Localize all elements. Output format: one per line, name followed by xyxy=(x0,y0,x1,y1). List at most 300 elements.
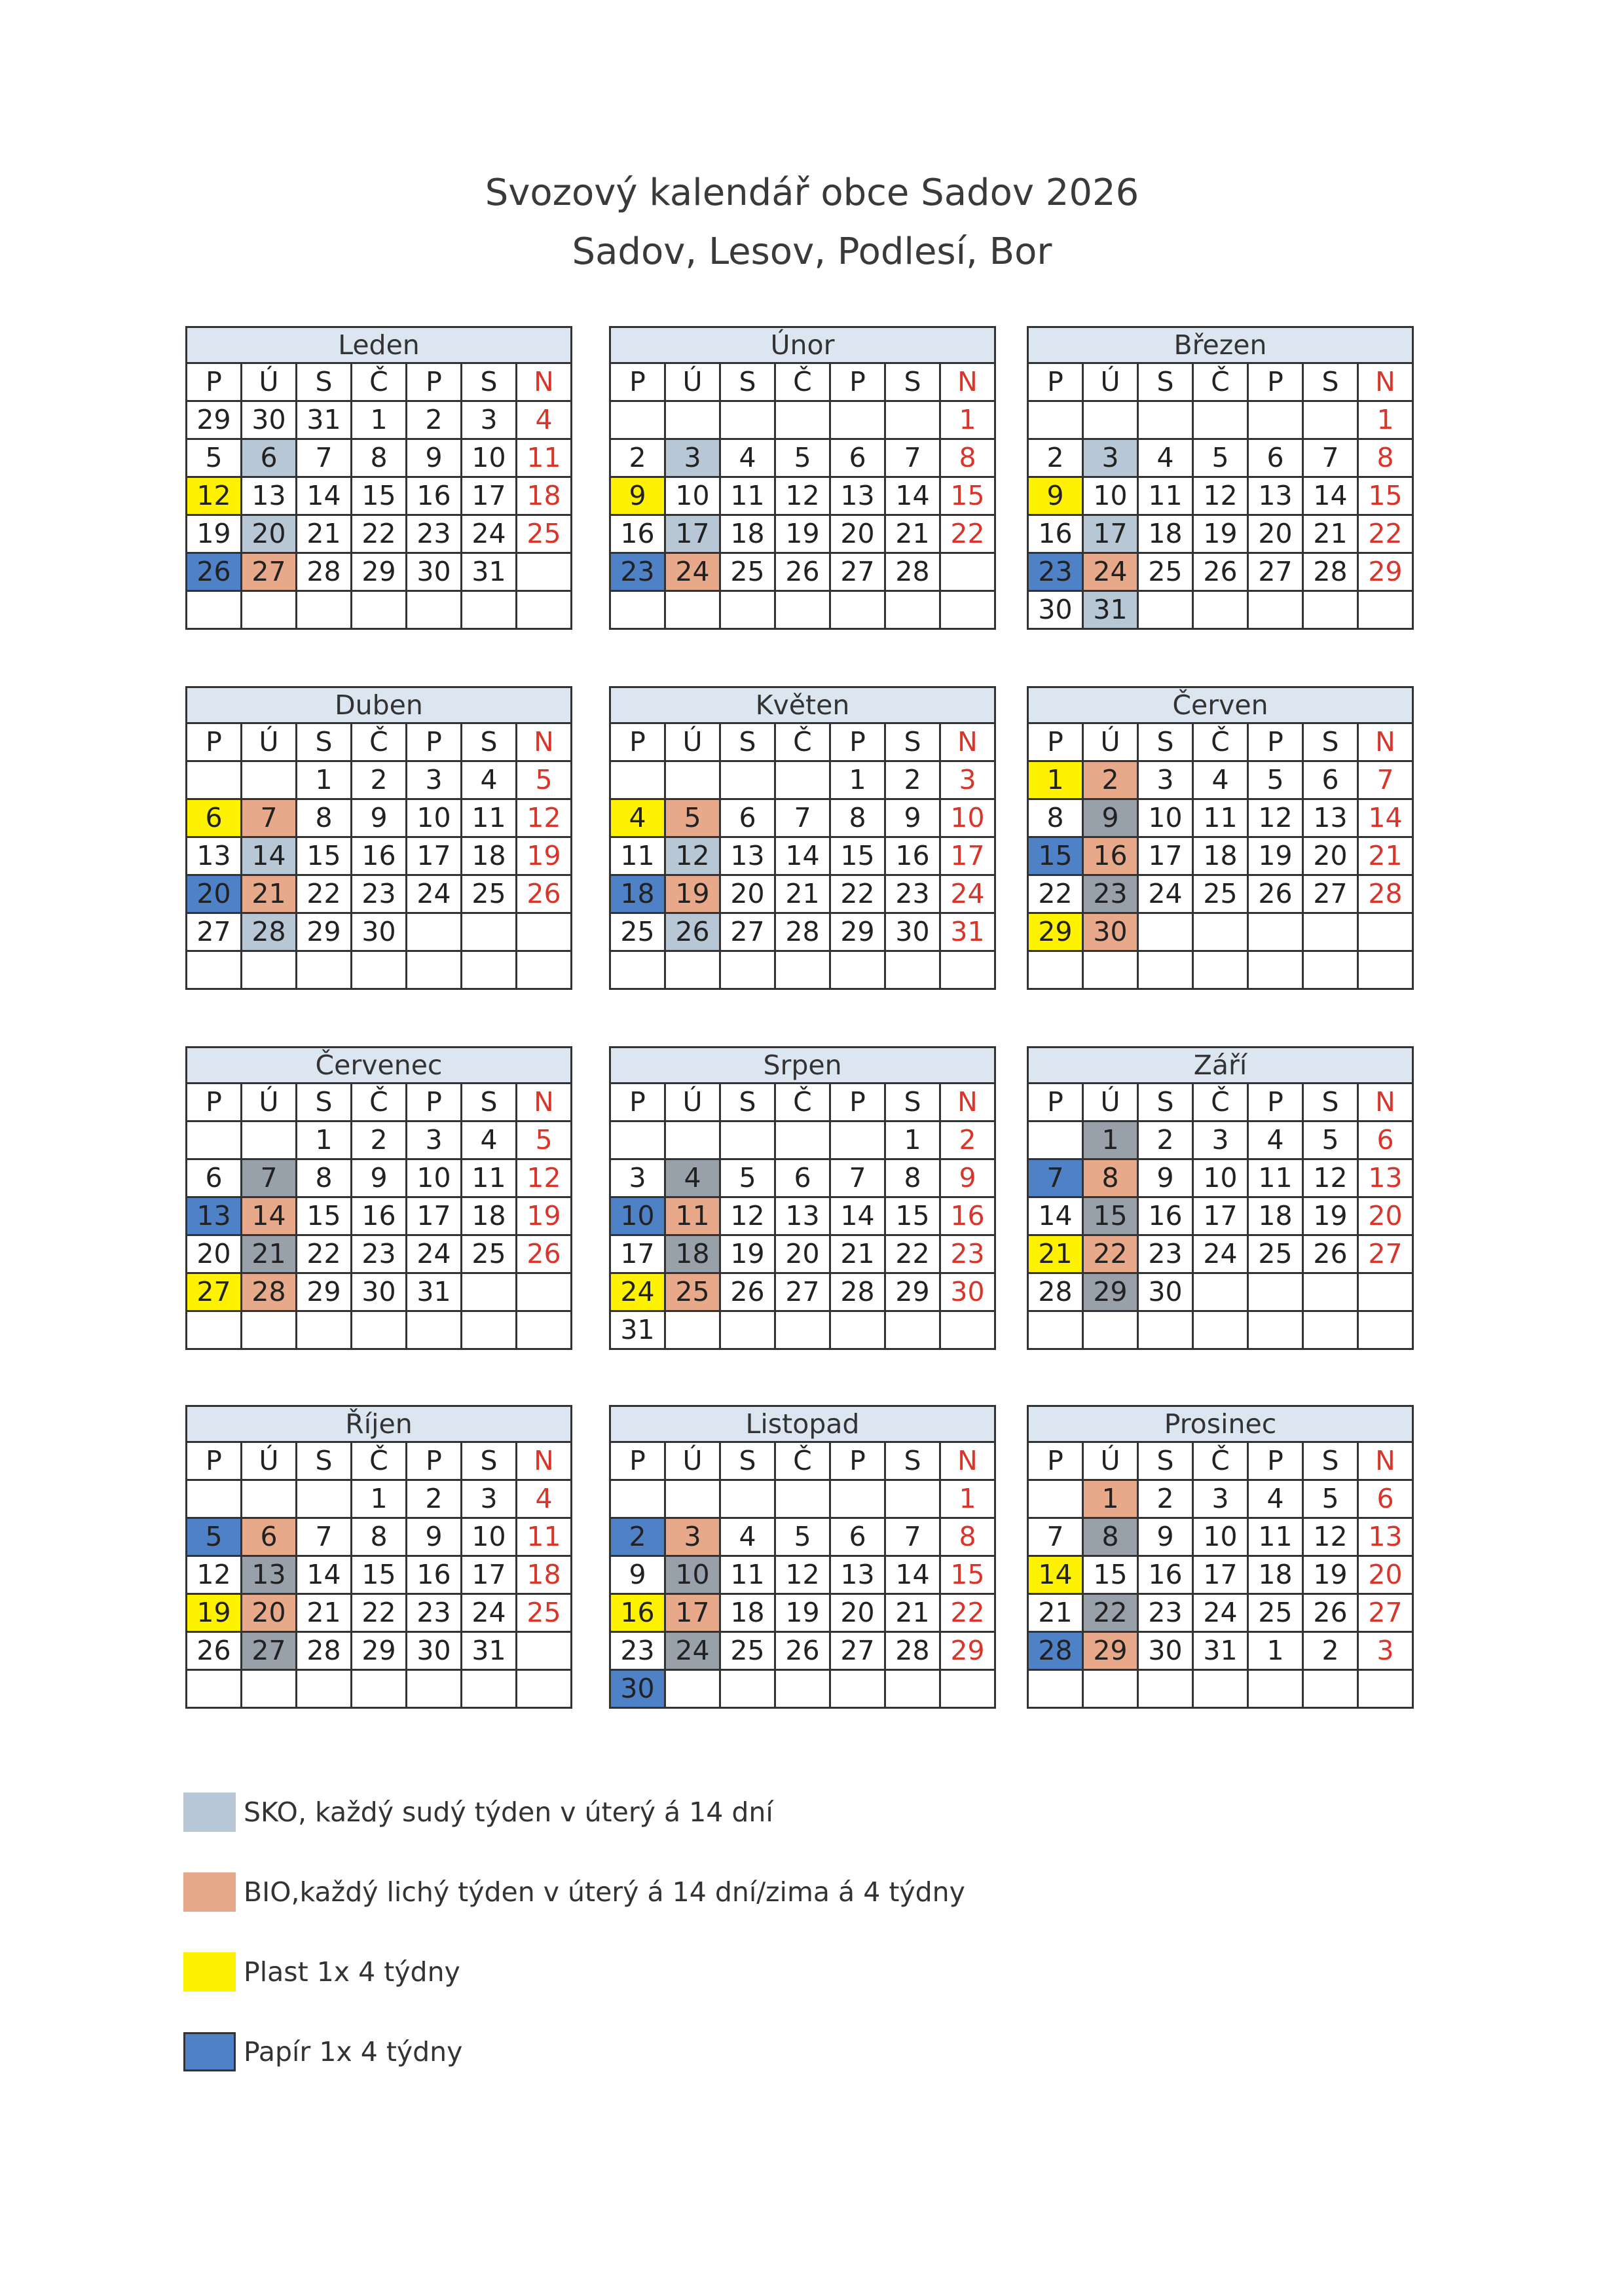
day-cell: 13 xyxy=(1303,799,1358,837)
day-cell: 31 xyxy=(940,913,995,951)
day-cell: 25 xyxy=(462,1235,517,1273)
day-cell: 16 xyxy=(1138,1556,1193,1594)
day-cell: 16 xyxy=(610,515,665,553)
weekday-header: Č xyxy=(352,1084,407,1121)
day-cell: 9 xyxy=(407,1518,462,1556)
day-cell xyxy=(885,401,940,439)
day-cell xyxy=(610,1121,665,1159)
day-cell: 26 xyxy=(775,553,830,591)
day-cell xyxy=(1028,401,1083,439)
day-cell: 4 xyxy=(665,1159,720,1197)
day-cell: 22 xyxy=(1358,515,1413,553)
day-cell: 4 xyxy=(720,439,775,477)
day-cell: 18 xyxy=(720,1594,775,1632)
day-cell: 19 xyxy=(187,515,242,553)
day-cell: 29 xyxy=(1358,553,1413,591)
day-cell: 26 xyxy=(187,1632,242,1670)
day-cell: 28 xyxy=(242,1273,297,1311)
day-cell: 12 xyxy=(1248,799,1303,837)
day-cell xyxy=(1248,913,1303,951)
day-cell: 15 xyxy=(352,477,407,515)
month-name: Srpen xyxy=(610,1048,995,1084)
day-cell: 22 xyxy=(297,1235,352,1273)
day-cell xyxy=(775,951,830,989)
day-cell xyxy=(720,1670,775,1708)
month-name: Červenec xyxy=(187,1048,572,1084)
day-cell: 15 xyxy=(1358,477,1413,515)
day-cell: 21 xyxy=(775,875,830,913)
day-cell: 10 xyxy=(462,439,517,477)
day-cell: 27 xyxy=(1358,1235,1413,1273)
day-cell xyxy=(610,401,665,439)
day-cell: 14 xyxy=(1028,1556,1083,1594)
day-cell: 23 xyxy=(1138,1235,1193,1273)
day-cell xyxy=(1083,951,1138,989)
weekday-header: N xyxy=(1358,363,1413,401)
day-cell: 13 xyxy=(720,837,775,875)
day-cell: 1 xyxy=(1358,401,1413,439)
legend-swatch-sko xyxy=(183,1793,236,1832)
day-cell: 2 xyxy=(352,1121,407,1159)
day-cell xyxy=(940,591,995,629)
month-name: Září xyxy=(1028,1048,1413,1084)
day-cell: 21 xyxy=(885,1594,940,1632)
day-cell: 14 xyxy=(242,837,297,875)
day-cell: 10 xyxy=(1138,799,1193,837)
weekday-header: Č xyxy=(352,363,407,401)
weekday-header: N xyxy=(1358,1084,1413,1121)
weekday-header: Ú xyxy=(1083,363,1138,401)
weekday-header: Ú xyxy=(665,723,720,761)
day-cell: 10 xyxy=(665,477,720,515)
day-cell: 1 xyxy=(1083,1480,1138,1518)
day-cell: 19 xyxy=(1248,837,1303,875)
month-calendar xyxy=(609,1046,996,1350)
day-cell xyxy=(187,1670,242,1708)
day-cell xyxy=(517,1311,572,1349)
day-cell: 16 xyxy=(885,837,940,875)
day-cell: 24 xyxy=(462,1594,517,1632)
day-cell: 17 xyxy=(462,1556,517,1594)
weekday-header: Č xyxy=(352,1442,407,1480)
day-cell xyxy=(462,913,517,951)
day-cell xyxy=(1193,951,1248,989)
day-cell: 12 xyxy=(1193,477,1248,515)
day-cell xyxy=(1083,401,1138,439)
day-cell xyxy=(610,1480,665,1518)
day-cell xyxy=(297,1311,352,1349)
day-cell: 12 xyxy=(775,1556,830,1594)
weekday-header: Ú xyxy=(242,1442,297,1480)
legend-label-papir: Papír 1x 4 týdny xyxy=(244,2036,463,2068)
day-cell: 22 xyxy=(940,515,995,553)
day-cell: 29 xyxy=(1083,1273,1138,1311)
day-cell xyxy=(1193,1670,1248,1708)
day-cell xyxy=(885,591,940,629)
day-cell: 15 xyxy=(297,1197,352,1235)
day-cell: 7 xyxy=(242,1159,297,1197)
weekday-header: N xyxy=(1358,723,1413,761)
day-cell: 1 xyxy=(352,401,407,439)
day-cell: 24 xyxy=(940,875,995,913)
day-cell xyxy=(1358,951,1413,989)
day-cell xyxy=(720,591,775,629)
day-cell xyxy=(940,951,995,989)
day-cell xyxy=(665,761,720,799)
day-cell: 24 xyxy=(407,1235,462,1273)
day-cell: 10 xyxy=(940,799,995,837)
day-cell: 8 xyxy=(1083,1518,1138,1556)
day-cell: 16 xyxy=(1028,515,1083,553)
day-cell: 14 xyxy=(775,837,830,875)
month-calendar xyxy=(185,1046,572,1350)
day-cell xyxy=(665,1670,720,1708)
day-cell: 13 xyxy=(187,837,242,875)
day-cell xyxy=(297,1670,352,1708)
day-cell xyxy=(517,553,572,591)
day-cell: 20 xyxy=(242,515,297,553)
day-cell xyxy=(352,1670,407,1708)
day-cell xyxy=(297,591,352,629)
day-cell xyxy=(775,1480,830,1518)
day-cell xyxy=(242,1670,297,1708)
day-cell xyxy=(775,401,830,439)
day-cell xyxy=(1303,951,1358,989)
weekday-header: P xyxy=(1028,1442,1083,1480)
legend-swatch-plast xyxy=(183,1952,236,1992)
day-cell xyxy=(462,1273,517,1311)
day-cell: 19 xyxy=(720,1235,775,1273)
day-cell: 12 xyxy=(720,1197,775,1235)
day-cell: 26 xyxy=(517,875,572,913)
day-cell: 29 xyxy=(1083,1632,1138,1670)
day-cell: 15 xyxy=(1083,1197,1138,1235)
day-cell: 30 xyxy=(940,1273,995,1311)
day-cell: 14 xyxy=(1303,477,1358,515)
weekday-header: Ú xyxy=(242,723,297,761)
day-cell: 25 xyxy=(1248,1235,1303,1273)
day-cell: 19 xyxy=(1303,1556,1358,1594)
day-cell: 4 xyxy=(1248,1480,1303,1518)
day-cell: 24 xyxy=(462,515,517,553)
day-cell: 15 xyxy=(1028,837,1083,875)
day-cell: 3 xyxy=(665,439,720,477)
day-cell: 26 xyxy=(1193,553,1248,591)
day-cell: 3 xyxy=(462,1480,517,1518)
day-cell: 27 xyxy=(1358,1594,1413,1632)
day-cell xyxy=(407,913,462,951)
day-cell xyxy=(297,1480,352,1518)
day-cell: 27 xyxy=(830,1632,885,1670)
weekday-header: S xyxy=(297,1442,352,1480)
day-cell: 3 xyxy=(665,1518,720,1556)
weekday-header: S xyxy=(885,1084,940,1121)
day-cell: 26 xyxy=(517,1235,572,1273)
day-cell: 26 xyxy=(665,913,720,951)
day-cell xyxy=(187,1311,242,1349)
day-cell: 29 xyxy=(297,913,352,951)
day-cell: 29 xyxy=(885,1273,940,1311)
day-cell xyxy=(1358,1311,1413,1349)
day-cell: 7 xyxy=(297,1518,352,1556)
weekday-header: N xyxy=(517,363,572,401)
day-cell: 23 xyxy=(407,515,462,553)
day-cell: 17 xyxy=(462,477,517,515)
weekday-header: S xyxy=(462,363,517,401)
day-cell: 5 xyxy=(775,1518,830,1556)
day-cell: 7 xyxy=(830,1159,885,1197)
day-cell: 11 xyxy=(1248,1518,1303,1556)
day-cell: 31 xyxy=(407,1273,462,1311)
day-cell: 20 xyxy=(187,1235,242,1273)
weekday-header: Ú xyxy=(665,1442,720,1480)
day-cell: 28 xyxy=(830,1273,885,1311)
weekday-header: P xyxy=(407,1442,462,1480)
day-cell: 5 xyxy=(1193,439,1248,477)
day-cell: 18 xyxy=(1193,837,1248,875)
day-cell xyxy=(830,951,885,989)
day-cell: 8 xyxy=(1358,439,1413,477)
day-cell xyxy=(940,1311,995,1349)
legend-item-bio xyxy=(183,1872,965,1912)
day-cell: 9 xyxy=(1138,1159,1193,1197)
day-cell: 30 xyxy=(352,913,407,951)
legend-swatch-bio xyxy=(183,1872,236,1912)
weekday-header: S xyxy=(1138,1442,1193,1480)
weekday-header: P xyxy=(610,723,665,761)
day-cell: 11 xyxy=(610,837,665,875)
day-cell: 18 xyxy=(1248,1197,1303,1235)
day-cell: 30 xyxy=(1083,913,1138,951)
day-cell: 14 xyxy=(885,1556,940,1594)
day-cell xyxy=(1303,913,1358,951)
day-cell: 17 xyxy=(665,1594,720,1632)
day-cell: 18 xyxy=(517,477,572,515)
day-cell xyxy=(1028,1670,1083,1708)
day-cell xyxy=(1248,591,1303,629)
day-cell: 28 xyxy=(1303,553,1358,591)
day-cell: 27 xyxy=(720,913,775,951)
day-cell: 13 xyxy=(830,1556,885,1594)
day-cell: 21 xyxy=(1358,837,1413,875)
day-cell: 26 xyxy=(1303,1235,1358,1273)
day-cell: 4 xyxy=(1193,761,1248,799)
weekday-header: S xyxy=(297,363,352,401)
day-cell: 2 xyxy=(407,401,462,439)
day-cell: 8 xyxy=(940,439,995,477)
day-cell: 11 xyxy=(665,1197,720,1235)
day-cell: 6 xyxy=(187,799,242,837)
day-cell: 23 xyxy=(610,553,665,591)
day-cell: 3 xyxy=(1083,439,1138,477)
day-cell: 18 xyxy=(462,1197,517,1235)
month-name: Prosinec xyxy=(1028,1406,1413,1442)
day-cell: 19 xyxy=(517,837,572,875)
day-cell xyxy=(517,591,572,629)
day-cell: 7 xyxy=(885,439,940,477)
day-cell: 31 xyxy=(1193,1632,1248,1670)
day-cell xyxy=(1193,913,1248,951)
day-cell: 28 xyxy=(775,913,830,951)
day-cell: 8 xyxy=(352,439,407,477)
month-calendar xyxy=(1027,1046,1414,1350)
day-cell xyxy=(1248,951,1303,989)
day-cell: 18 xyxy=(1248,1556,1303,1594)
month-calendar xyxy=(609,686,996,990)
day-cell xyxy=(885,1311,940,1349)
day-cell xyxy=(1138,913,1193,951)
day-cell: 20 xyxy=(1358,1556,1413,1594)
day-cell: 13 xyxy=(187,1197,242,1235)
weekday-header: S xyxy=(1138,363,1193,401)
day-cell: 20 xyxy=(830,1594,885,1632)
day-cell xyxy=(1193,591,1248,629)
day-cell: 22 xyxy=(885,1235,940,1273)
legend-label-bio: BIO,každý lichý týden v úterý á 14 dní/zima á 4 týdny xyxy=(244,1876,965,1908)
day-cell: 3 xyxy=(407,1121,462,1159)
weekday-header: Ú xyxy=(1083,723,1138,761)
day-cell xyxy=(1303,1273,1358,1311)
day-cell: 4 xyxy=(1248,1121,1303,1159)
day-cell xyxy=(407,591,462,629)
day-cell: 12 xyxy=(187,477,242,515)
day-cell: 8 xyxy=(940,1518,995,1556)
day-cell: 17 xyxy=(1193,1197,1248,1235)
day-cell: 7 xyxy=(1028,1518,1083,1556)
day-cell xyxy=(775,1311,830,1349)
day-cell: 9 xyxy=(885,799,940,837)
weekday-header: Č xyxy=(1193,363,1248,401)
day-cell: 22 xyxy=(297,875,352,913)
day-cell: 2 xyxy=(1138,1480,1193,1518)
day-cell xyxy=(775,761,830,799)
day-cell: 14 xyxy=(830,1197,885,1235)
day-cell: 1 xyxy=(297,761,352,799)
day-cell: 17 xyxy=(407,837,462,875)
day-cell xyxy=(830,1121,885,1159)
weekday-header: P xyxy=(407,363,462,401)
day-cell: 24 xyxy=(1193,1235,1248,1273)
weekday-header: S xyxy=(1138,723,1193,761)
day-cell: 23 xyxy=(1083,875,1138,913)
day-cell: 16 xyxy=(352,837,407,875)
month-name: Leden xyxy=(187,327,572,363)
day-cell: 30 xyxy=(242,401,297,439)
day-cell xyxy=(242,591,297,629)
day-cell: 23 xyxy=(940,1235,995,1273)
day-cell xyxy=(1248,1670,1303,1708)
day-cell xyxy=(1303,401,1358,439)
day-cell: 5 xyxy=(187,1518,242,1556)
weekday-header: S xyxy=(1138,1084,1193,1121)
day-cell xyxy=(720,951,775,989)
day-cell: 25 xyxy=(610,913,665,951)
day-cell: 11 xyxy=(1138,477,1193,515)
day-cell: 5 xyxy=(1303,1121,1358,1159)
day-cell: 5 xyxy=(775,439,830,477)
day-cell: 29 xyxy=(352,1632,407,1670)
day-cell: 12 xyxy=(665,837,720,875)
day-cell: 1 xyxy=(1083,1121,1138,1159)
day-cell: 2 xyxy=(940,1121,995,1159)
day-cell: 14 xyxy=(1028,1197,1083,1235)
day-cell: 9 xyxy=(940,1159,995,1197)
day-cell: 24 xyxy=(665,1632,720,1670)
day-cell: 20 xyxy=(1303,837,1358,875)
day-cell xyxy=(1028,1480,1083,1518)
weekday-header: Č xyxy=(352,723,407,761)
month-name: Červen xyxy=(1028,687,1413,723)
day-cell: 4 xyxy=(462,761,517,799)
day-cell: 6 xyxy=(242,439,297,477)
weekday-header: S xyxy=(720,723,775,761)
day-cell: 9 xyxy=(1138,1518,1193,1556)
weekday-header: Č xyxy=(1193,1442,1248,1480)
day-cell: 31 xyxy=(610,1311,665,1349)
day-cell: 10 xyxy=(610,1197,665,1235)
month-name: Květen xyxy=(610,687,995,723)
weekday-header: Č xyxy=(1193,1084,1248,1121)
weekday-header: P xyxy=(830,723,885,761)
legend-swatch-papir xyxy=(183,2032,236,2071)
day-cell: 12 xyxy=(187,1556,242,1594)
day-cell: 6 xyxy=(830,439,885,477)
day-cell: 21 xyxy=(885,515,940,553)
day-cell xyxy=(1138,951,1193,989)
day-cell: 9 xyxy=(1028,477,1083,515)
day-cell xyxy=(1028,1311,1083,1349)
day-cell: 1 xyxy=(940,401,995,439)
day-cell: 18 xyxy=(462,837,517,875)
day-cell: 19 xyxy=(665,875,720,913)
day-cell: 3 xyxy=(1138,761,1193,799)
weekday-header: N xyxy=(1358,1442,1413,1480)
day-cell: 25 xyxy=(462,875,517,913)
day-cell: 4 xyxy=(720,1518,775,1556)
weekday-header: Č xyxy=(775,723,830,761)
day-cell xyxy=(610,591,665,629)
day-cell: 8 xyxy=(885,1159,940,1197)
day-cell xyxy=(187,1121,242,1159)
day-cell: 11 xyxy=(462,1159,517,1197)
day-cell: 30 xyxy=(1138,1632,1193,1670)
weekday-header: P xyxy=(1248,723,1303,761)
day-cell: 30 xyxy=(885,913,940,951)
day-cell: 1 xyxy=(352,1480,407,1518)
day-cell xyxy=(407,951,462,989)
day-cell: 28 xyxy=(297,1632,352,1670)
day-cell: 6 xyxy=(1248,439,1303,477)
day-cell: 15 xyxy=(1083,1556,1138,1594)
day-cell: 11 xyxy=(1248,1159,1303,1197)
day-cell: 11 xyxy=(517,439,572,477)
day-cell: 27 xyxy=(830,553,885,591)
day-cell xyxy=(830,1311,885,1349)
day-cell xyxy=(1303,1670,1358,1708)
day-cell: 8 xyxy=(352,1518,407,1556)
day-cell: 30 xyxy=(610,1670,665,1708)
day-cell xyxy=(1303,591,1358,629)
day-cell: 13 xyxy=(1248,477,1303,515)
day-cell xyxy=(352,1311,407,1349)
day-cell xyxy=(407,1311,462,1349)
month-name: Listopad xyxy=(610,1406,995,1442)
day-cell xyxy=(1248,401,1303,439)
day-cell: 13 xyxy=(242,1556,297,1594)
day-cell xyxy=(885,951,940,989)
day-cell: 11 xyxy=(720,477,775,515)
weekday-header: P xyxy=(1028,363,1083,401)
